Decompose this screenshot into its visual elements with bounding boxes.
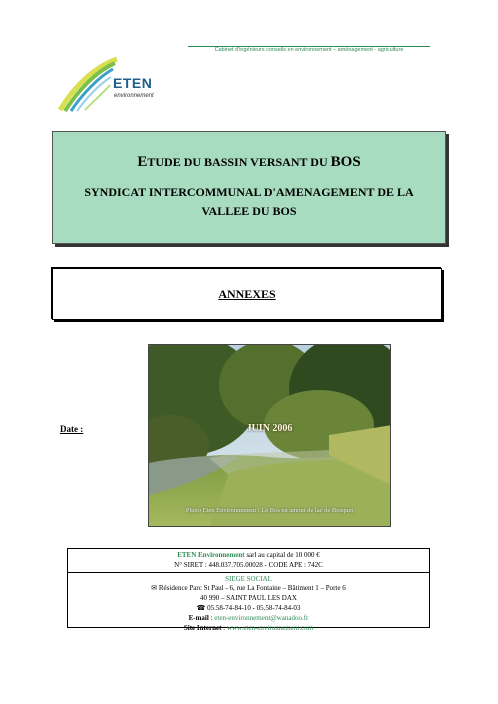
address-line-1: Résidence Parc St Paul - 6, rue La Fontaine – Bâtiment 1 – Porte 6 <box>158 584 346 593</box>
title-box <box>52 131 446 244</box>
mail-icon: ✉ <box>151 584 158 593</box>
photo-caption: Photo Eten Environnement : Le Bos en amont de lac de Bosquet <box>185 507 354 514</box>
title-study: ETUDE DU BASSIN VERSANT DU BOS <box>137 154 361 170</box>
annex-title: ANNEXES <box>218 286 276 301</box>
email-link[interactable]: eten-environnement@wanadoo.fr <box>214 613 309 622</box>
phone-icon: ☎ <box>196 603 206 612</box>
siret-line: N° SIRET : 448.037.705.00028 - CODE APE : 742C <box>174 560 323 569</box>
title-syndicate: SYNDICAT INTERCOMMUNAL D'AMENAGEMENT DE LA VALLEE DU BOS <box>84 185 414 218</box>
company-capital: sarl au capital de 10 000 € <box>244 551 320 559</box>
site-link[interactable]: www.eten-environnement.com <box>226 623 314 632</box>
annex-box <box>52 268 442 320</box>
river-photo-image <box>149 345 391 527</box>
site-label: Site Internet <box>183 623 222 632</box>
river-photo <box>148 344 391 527</box>
email-label: E-mail <box>188 613 209 622</box>
phone-numbers: 05.58-74-84-10 - 05.58-74-84-03 <box>207 603 301 612</box>
date-label: Date : <box>60 424 84 434</box>
address-line-2: 40 990 – SAINT PAUL LES DAX <box>200 594 297 603</box>
footer-company-row <box>68 549 429 573</box>
logo-subtitle: environnement <box>114 93 154 99</box>
footer-address-row: SIEGE SOCIAL ✉ Résidence Parc St Paul - 6, rue La Fontaine – Bâtiment 1 – Porte 6 40 990 – SAINT PAUL LES DAX ☎ 05.58-74-84-10 - 05.58-74-84-03 E-mail : eten-environnement@wanadoo.fr Site Internet : www.eten-environnement.com <box>68 573 429 635</box>
footer-box <box>67 548 430 632</box>
date-value: JUIN 2006 <box>246 423 293 434</box>
company-name: ETEN Environnement <box>177 551 245 559</box>
tagline: Cabinet d'ingénieurs conseils en environnement – aménagement - agriculture <box>214 47 404 53</box>
logo-name: ETEN <box>113 75 153 91</box>
siege-title: SIEGE SOCIAL <box>225 574 272 583</box>
